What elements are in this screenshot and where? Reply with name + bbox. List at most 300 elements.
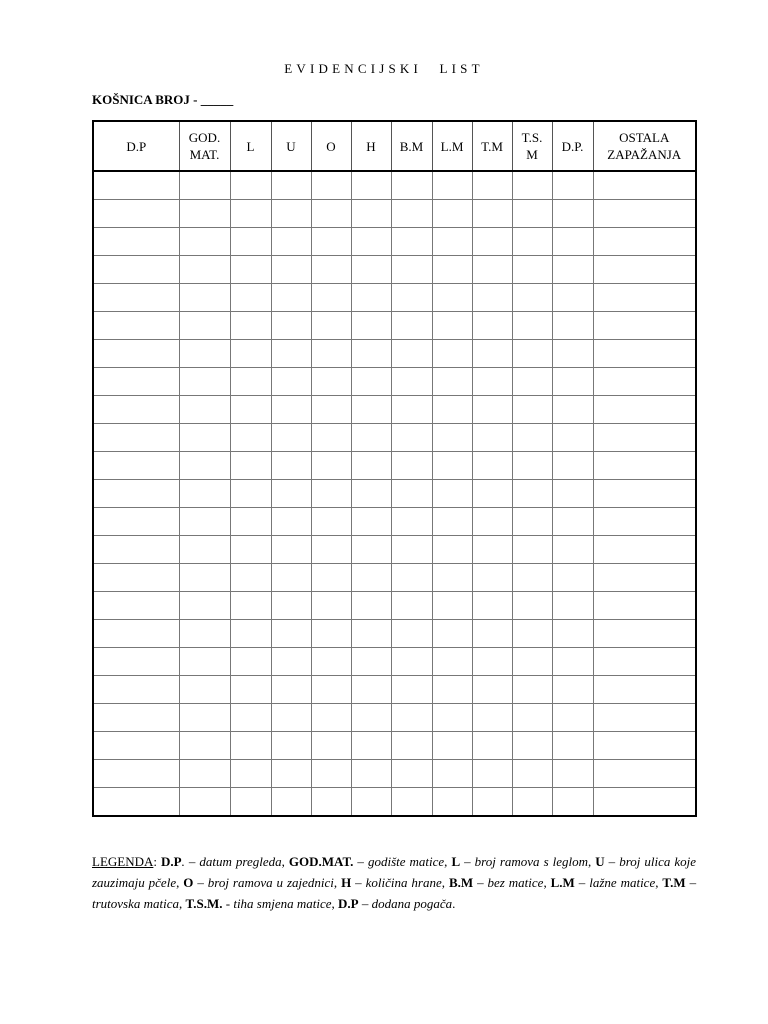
table-cell bbox=[593, 256, 696, 284]
table-cell bbox=[230, 228, 271, 256]
table-cell bbox=[179, 676, 230, 704]
table-cell bbox=[179, 228, 230, 256]
table-cell bbox=[432, 620, 472, 648]
table-cell bbox=[472, 200, 512, 228]
table-cell bbox=[93, 676, 179, 704]
table-cell bbox=[593, 171, 696, 200]
table-cell bbox=[552, 676, 593, 704]
table-row bbox=[93, 480, 696, 508]
table-cell bbox=[179, 424, 230, 452]
table-cell bbox=[351, 592, 391, 620]
table-cell bbox=[311, 256, 351, 284]
table-cell bbox=[179, 788, 230, 817]
table-cell bbox=[311, 676, 351, 704]
table-cell bbox=[93, 536, 179, 564]
table-cell bbox=[552, 228, 593, 256]
table-row bbox=[93, 171, 696, 200]
table-cell bbox=[230, 760, 271, 788]
header-ulice: U bbox=[271, 121, 311, 171]
table-cell bbox=[230, 312, 271, 340]
table-cell bbox=[271, 704, 311, 732]
table-cell bbox=[93, 788, 179, 817]
table-cell bbox=[391, 284, 432, 312]
table-cell bbox=[432, 368, 472, 396]
table-cell bbox=[351, 788, 391, 817]
table-cell bbox=[552, 312, 593, 340]
table-row bbox=[93, 256, 696, 284]
table-cell bbox=[311, 480, 351, 508]
table-cell bbox=[271, 452, 311, 480]
table-cell bbox=[391, 312, 432, 340]
table-cell bbox=[230, 340, 271, 368]
table-cell bbox=[432, 340, 472, 368]
table-cell bbox=[311, 788, 351, 817]
legend-delimiter: , bbox=[281, 854, 289, 869]
table-cell bbox=[512, 200, 552, 228]
table-cell bbox=[93, 564, 179, 592]
table-cell bbox=[432, 648, 472, 676]
table-cell bbox=[593, 732, 696, 760]
table-cell bbox=[179, 396, 230, 424]
legend-separator: – bbox=[358, 896, 372, 911]
table-cell bbox=[512, 171, 552, 200]
table-cell bbox=[93, 312, 179, 340]
table-cell bbox=[432, 704, 472, 732]
table-cell bbox=[271, 228, 311, 256]
table-cell bbox=[432, 200, 472, 228]
table-cell bbox=[472, 312, 512, 340]
table-cell bbox=[432, 312, 472, 340]
table-cell bbox=[391, 648, 432, 676]
table-cell bbox=[93, 340, 179, 368]
table-header-row bbox=[93, 121, 696, 171]
table-cell bbox=[552, 256, 593, 284]
table-cell bbox=[472, 284, 512, 312]
table-cell bbox=[512, 536, 552, 564]
table-cell bbox=[230, 564, 271, 592]
legend-delimiter: , bbox=[179, 896, 186, 911]
hive-number-label: KOŠNICA BROJ - _____ bbox=[92, 92, 234, 107]
table-cell bbox=[230, 396, 271, 424]
table-cell bbox=[179, 480, 230, 508]
table-row bbox=[93, 760, 696, 788]
table-cell bbox=[351, 508, 391, 536]
table-cell bbox=[552, 424, 593, 452]
table-cell bbox=[593, 592, 696, 620]
table-row bbox=[93, 620, 696, 648]
table-cell bbox=[93, 760, 179, 788]
table-cell bbox=[391, 704, 432, 732]
table-cell bbox=[472, 732, 512, 760]
table-cell bbox=[432, 536, 472, 564]
table-cell bbox=[179, 760, 230, 788]
table-cell bbox=[230, 256, 271, 284]
legend-separator: – bbox=[574, 875, 590, 890]
table-cell bbox=[179, 592, 230, 620]
table-cell bbox=[311, 536, 351, 564]
legend-colon: : bbox=[153, 854, 162, 869]
table-row bbox=[93, 396, 696, 424]
table-cell bbox=[351, 396, 391, 424]
table-cell bbox=[593, 312, 696, 340]
table-cell bbox=[271, 760, 311, 788]
table-cell bbox=[311, 228, 351, 256]
table-cell bbox=[179, 732, 230, 760]
table-cell bbox=[230, 648, 271, 676]
record-table bbox=[92, 120, 697, 817]
table-cell bbox=[512, 284, 552, 312]
table-cell bbox=[512, 480, 552, 508]
table-row bbox=[93, 200, 696, 228]
table-cell bbox=[512, 424, 552, 452]
table-cell bbox=[230, 424, 271, 452]
table-cell bbox=[391, 340, 432, 368]
table-cell bbox=[593, 452, 696, 480]
table-cell bbox=[391, 480, 432, 508]
table-cell bbox=[351, 200, 391, 228]
table-cell bbox=[472, 676, 512, 704]
table-cell bbox=[179, 508, 230, 536]
table-cell bbox=[512, 396, 552, 424]
header-trutovska-matica: T.M bbox=[472, 121, 512, 171]
table-cell bbox=[593, 564, 696, 592]
table-cell bbox=[230, 704, 271, 732]
table-cell bbox=[512, 452, 552, 480]
table-cell bbox=[432, 396, 472, 424]
legend-separator: - bbox=[222, 896, 234, 911]
table-cell bbox=[230, 452, 271, 480]
table-cell bbox=[472, 171, 512, 200]
table-cell bbox=[271, 284, 311, 312]
table-cell bbox=[271, 480, 311, 508]
legend-separator: – bbox=[353, 854, 368, 869]
legend-separator: – bbox=[685, 875, 697, 890]
table-cell bbox=[271, 368, 311, 396]
table-cell bbox=[351, 256, 391, 284]
legend-term: D.P bbox=[161, 854, 182, 869]
table-cell bbox=[179, 704, 230, 732]
table-cell bbox=[271, 396, 311, 424]
table-cell bbox=[93, 171, 179, 200]
legend-term: O bbox=[183, 875, 194, 890]
table-cell bbox=[472, 508, 512, 536]
table-cell bbox=[179, 452, 230, 480]
table-cell bbox=[230, 788, 271, 817]
table-cell bbox=[271, 620, 311, 648]
table-row bbox=[93, 424, 696, 452]
table-cell bbox=[230, 284, 271, 312]
table-cell bbox=[311, 648, 351, 676]
table-cell bbox=[230, 536, 271, 564]
table-cell bbox=[351, 676, 391, 704]
table-cell bbox=[179, 368, 230, 396]
table-cell bbox=[93, 256, 179, 284]
table-cell bbox=[179, 284, 230, 312]
table-cell bbox=[512, 788, 552, 817]
table-cell bbox=[391, 620, 432, 648]
table-cell bbox=[271, 732, 311, 760]
table-cell bbox=[230, 480, 271, 508]
table-cell bbox=[593, 424, 696, 452]
table-cell bbox=[271, 564, 311, 592]
table-cell bbox=[179, 340, 230, 368]
table-cell bbox=[432, 592, 472, 620]
header-lazne-matice: L.M bbox=[432, 121, 472, 171]
legend-description: godište matice bbox=[367, 854, 445, 869]
legend-term: U bbox=[595, 854, 605, 869]
table-cell bbox=[93, 648, 179, 676]
table-cell bbox=[432, 228, 472, 256]
table-cell bbox=[593, 676, 696, 704]
table-cell bbox=[391, 424, 432, 452]
table-cell bbox=[472, 648, 512, 676]
table-cell bbox=[593, 648, 696, 676]
table-cell bbox=[552, 396, 593, 424]
table-cell bbox=[512, 676, 552, 704]
header-ramovi: O bbox=[311, 121, 351, 171]
table-cell bbox=[593, 788, 696, 817]
table-cell bbox=[512, 648, 552, 676]
legend-delimiter: , bbox=[331, 896, 339, 911]
table-cell bbox=[432, 564, 472, 592]
table-cell bbox=[351, 704, 391, 732]
table-cell bbox=[351, 480, 391, 508]
table-cell bbox=[472, 452, 512, 480]
table-cell bbox=[552, 648, 593, 676]
table-cell bbox=[472, 704, 512, 732]
legend-separator: – bbox=[351, 875, 366, 890]
legend-description: datum pregleda bbox=[199, 854, 282, 869]
table-cell bbox=[311, 620, 351, 648]
table-cell bbox=[391, 676, 432, 704]
table-cell bbox=[230, 592, 271, 620]
table-row bbox=[93, 648, 696, 676]
table-cell bbox=[552, 704, 593, 732]
table-cell bbox=[432, 508, 472, 536]
legend-description: broj ulica koje zauzimaju pčele bbox=[92, 854, 697, 890]
table-cell bbox=[593, 620, 696, 648]
table-cell bbox=[93, 228, 179, 256]
table-cell bbox=[432, 760, 472, 788]
table-cell bbox=[93, 704, 179, 732]
table-cell bbox=[552, 284, 593, 312]
table-row bbox=[93, 284, 696, 312]
table-cell bbox=[93, 396, 179, 424]
table-cell bbox=[512, 592, 552, 620]
table-cell bbox=[351, 424, 391, 452]
table-cell bbox=[432, 424, 472, 452]
table-row bbox=[93, 704, 696, 732]
table-cell bbox=[472, 760, 512, 788]
legend-term: T.M bbox=[662, 875, 686, 890]
header-bez-matice: B.M bbox=[391, 121, 432, 171]
table-cell bbox=[472, 424, 512, 452]
table-cell bbox=[552, 760, 593, 788]
legend-description: dodana pogača bbox=[371, 896, 453, 911]
table-cell bbox=[179, 648, 230, 676]
table-cell bbox=[391, 732, 432, 760]
table-cell bbox=[391, 256, 432, 284]
table-cell bbox=[93, 452, 179, 480]
table-cell bbox=[552, 452, 593, 480]
table-row bbox=[93, 676, 696, 704]
table-cell bbox=[179, 256, 230, 284]
table-cell bbox=[512, 732, 552, 760]
table-cell bbox=[593, 480, 696, 508]
table-cell bbox=[311, 340, 351, 368]
header-legla: L bbox=[230, 121, 271, 171]
table-cell bbox=[271, 508, 311, 536]
table-cell bbox=[93, 480, 179, 508]
table-cell bbox=[230, 620, 271, 648]
header-ostala-zapazanja: OSTALA ZAPAŽANJA bbox=[593, 121, 696, 171]
table-cell bbox=[351, 732, 391, 760]
table-cell bbox=[472, 228, 512, 256]
table-cell bbox=[179, 200, 230, 228]
table-cell bbox=[432, 788, 472, 817]
table-cell bbox=[552, 508, 593, 536]
legend-term: GOD.MAT. bbox=[288, 854, 354, 869]
table-cell bbox=[593, 368, 696, 396]
table-cell bbox=[552, 171, 593, 200]
table-cell bbox=[472, 480, 512, 508]
table-cell bbox=[351, 312, 391, 340]
table-cell bbox=[552, 340, 593, 368]
legend-term: B.M bbox=[448, 875, 474, 890]
table-cell bbox=[311, 592, 351, 620]
table-cell bbox=[93, 200, 179, 228]
header-hrana: H bbox=[351, 121, 391, 171]
table-cell bbox=[351, 171, 391, 200]
table-cell bbox=[311, 171, 351, 200]
legend-delimiter: , bbox=[444, 854, 452, 869]
table-cell bbox=[311, 508, 351, 536]
table-cell bbox=[593, 536, 696, 564]
table-cell bbox=[271, 788, 311, 817]
table-cell bbox=[230, 368, 271, 396]
table-cell bbox=[593, 284, 696, 312]
table-cell bbox=[311, 704, 351, 732]
table-cell bbox=[179, 312, 230, 340]
table-cell bbox=[271, 312, 311, 340]
table-cell bbox=[311, 760, 351, 788]
table-cell bbox=[552, 564, 593, 592]
table-cell bbox=[351, 620, 391, 648]
legend-separator: . – bbox=[181, 854, 200, 869]
table-cell bbox=[593, 704, 696, 732]
table-cell bbox=[432, 676, 472, 704]
legend-items bbox=[92, 854, 696, 911]
table-cell bbox=[593, 200, 696, 228]
table-cell bbox=[271, 648, 311, 676]
table-cell bbox=[351, 648, 391, 676]
table-cell bbox=[512, 340, 552, 368]
table-cell bbox=[512, 368, 552, 396]
legend-delimiter: , bbox=[441, 875, 449, 890]
table-cell bbox=[311, 564, 351, 592]
table-cell bbox=[179, 171, 230, 200]
table-cell bbox=[472, 368, 512, 396]
table-cell bbox=[472, 396, 512, 424]
table-cell bbox=[311, 200, 351, 228]
table-cell bbox=[230, 676, 271, 704]
legend-term: H bbox=[341, 875, 352, 890]
header-tiha-smjena: T.S. M bbox=[512, 121, 552, 171]
table-cell bbox=[552, 620, 593, 648]
header-godiste-matice: GOD. MAT. bbox=[179, 121, 230, 171]
table-cell bbox=[391, 228, 432, 256]
legend-delimiter: , bbox=[333, 875, 342, 890]
table-cell bbox=[552, 200, 593, 228]
table-cell bbox=[512, 508, 552, 536]
table-cell bbox=[271, 592, 311, 620]
table-cell bbox=[472, 536, 512, 564]
table-cell bbox=[432, 732, 472, 760]
header-dodana-pogaca: D.P. bbox=[552, 121, 593, 171]
table-cell bbox=[391, 200, 432, 228]
table-cell bbox=[93, 284, 179, 312]
table-row bbox=[93, 508, 696, 536]
table-row bbox=[93, 732, 696, 760]
table-cell bbox=[271, 200, 311, 228]
table-cell bbox=[391, 536, 432, 564]
table-cell bbox=[311, 368, 351, 396]
table-cell bbox=[271, 171, 311, 200]
document-title: EVIDENCIJSKI LIST bbox=[284, 61, 484, 76]
table-cell bbox=[472, 564, 512, 592]
table-cell bbox=[552, 788, 593, 817]
table-cell bbox=[391, 788, 432, 817]
header-datum-pregleda: D.P bbox=[93, 121, 179, 171]
table-cell bbox=[351, 760, 391, 788]
table-cell bbox=[230, 732, 271, 760]
table-cell bbox=[230, 508, 271, 536]
legend-term: D.P bbox=[338, 896, 359, 911]
legend-term: T.S.M. bbox=[185, 896, 223, 911]
table-row bbox=[93, 788, 696, 817]
table-cell bbox=[552, 536, 593, 564]
table-cell bbox=[391, 396, 432, 424]
table-cell bbox=[593, 340, 696, 368]
table-cell bbox=[552, 732, 593, 760]
table-row bbox=[93, 592, 696, 620]
table-cell bbox=[391, 564, 432, 592]
legend-delimiter: . bbox=[452, 896, 456, 911]
table-cell bbox=[351, 452, 391, 480]
legend-delimiter: , bbox=[588, 854, 596, 869]
table-cell bbox=[391, 760, 432, 788]
table-row bbox=[93, 564, 696, 592]
table-cell bbox=[512, 620, 552, 648]
table-cell bbox=[311, 312, 351, 340]
legend bbox=[92, 851, 696, 914]
table-cell bbox=[432, 256, 472, 284]
table-cell bbox=[311, 732, 351, 760]
table-cell bbox=[311, 396, 351, 424]
table-row bbox=[93, 368, 696, 396]
table-cell bbox=[93, 368, 179, 396]
table-cell bbox=[391, 368, 432, 396]
table-cell bbox=[93, 508, 179, 536]
legend-description: tiha smjena matice bbox=[233, 896, 332, 911]
table-row bbox=[93, 536, 696, 564]
legend-separator: – bbox=[460, 854, 475, 869]
table-row bbox=[93, 452, 696, 480]
table-row bbox=[93, 312, 696, 340]
legend-description: lažne matice bbox=[589, 875, 656, 890]
table-cell bbox=[311, 452, 351, 480]
table-cell bbox=[351, 368, 391, 396]
